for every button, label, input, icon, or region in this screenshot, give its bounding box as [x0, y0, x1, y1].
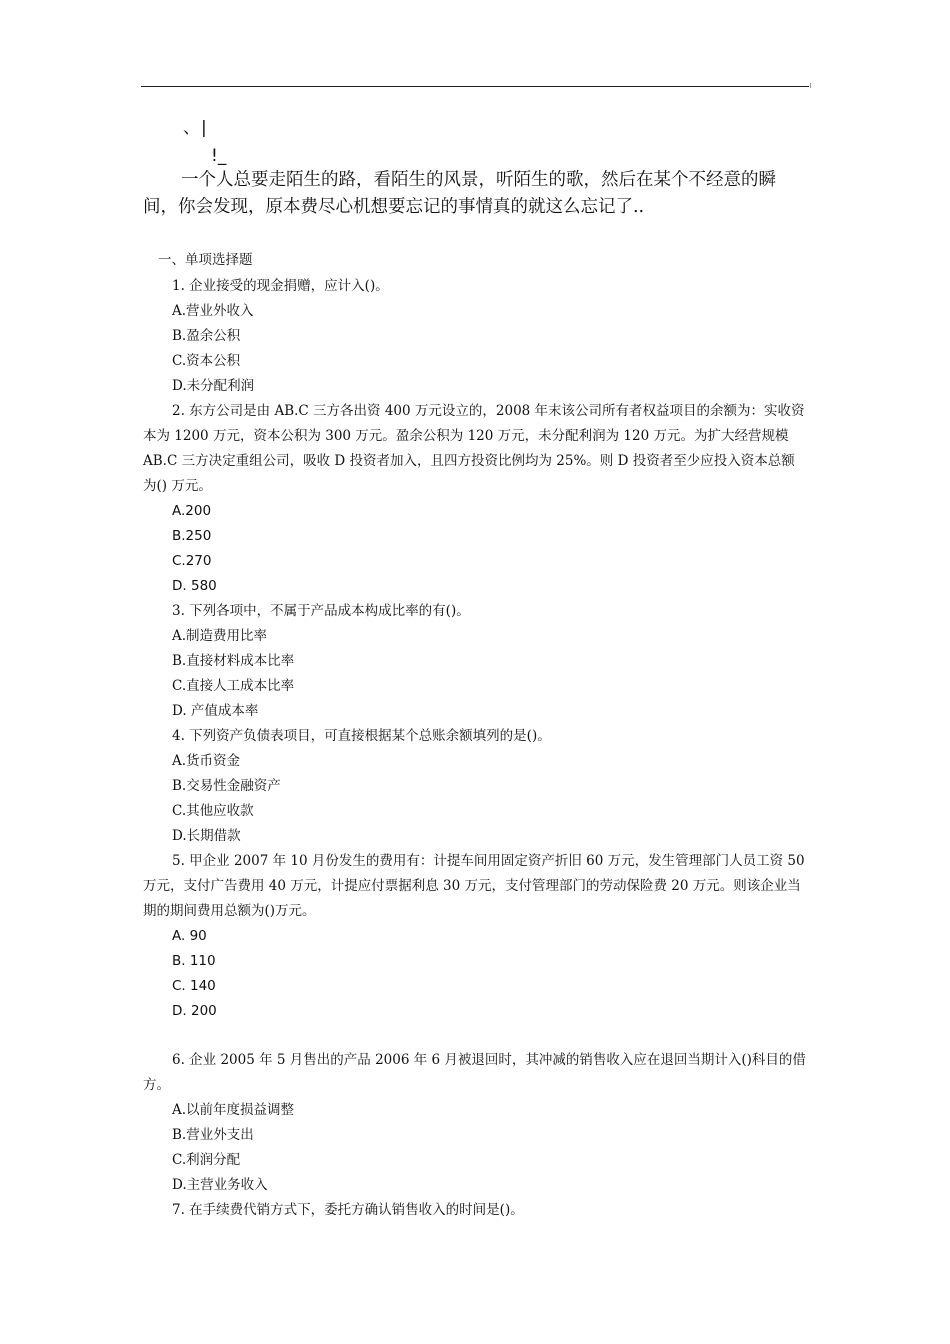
option-item: D. 580: [172, 578, 217, 594]
stray-bar-mark: |: [201, 118, 207, 138]
stray-exclamation-mark: !_: [211, 146, 227, 166]
option-item: D.主营业务收入: [172, 1177, 268, 1193]
question-text: 6. 企业 2005 年 5 月售出的产品 2006 年 6 月被退回时，其冲减的销售收入应在退回当期计入()科目的借方。: [143, 1052, 806, 1093]
option-item: D. 产值成本率: [172, 703, 259, 719]
option-list: [143, 924, 807, 1024]
question-text: 4. 下列资产负债表项目，可直接根据某个总账余额填列的是()。: [172, 728, 551, 744]
question-block: [143, 274, 807, 399]
question-text: 7. 在手续费代销方式下，委托方确认销售收入的时间是()。: [172, 1202, 524, 1218]
section-title: 一、单项选择题: [158, 252, 253, 268]
option-list: [143, 499, 807, 599]
question-block: [143, 599, 807, 724]
option-item: C.270: [172, 553, 212, 569]
option-item: A.货币资金: [172, 753, 241, 769]
option-item: C.直接人工成本比率: [172, 678, 295, 694]
option-item: B.直接材料成本比率: [172, 653, 295, 669]
option-item: D. 200: [172, 1003, 217, 1019]
question-text: 1. 企业接受的现金捐赠，应计入()。: [172, 278, 389, 294]
question-text: 3. 下列各项中，不属于产品成本构成比率的有()。: [172, 603, 470, 619]
option-item: B.盈余公积: [172, 328, 241, 344]
blank-line: [143, 1024, 807, 1048]
option-item: B.营业外支出: [172, 1127, 254, 1143]
question-text: 2. 东方公司是由 AB.C 三方各出资 400 万元设立的，2008 年末该公司所有者权益项目的余额为：实收资本为 1200 万元，资本公积为 300 万元。盈余公积为 120 万元，未分配利润为 120 万元。为扩大经营规模 AB.C 三方决定重组公司，吸收 D 投资者加入，且四方投资比例均为 25%。则 D 投资者至少应投入资本总额为() 万元。: [143, 403, 805, 494]
stray-comma-mark: 、: [183, 118, 200, 138]
option-list: [143, 749, 807, 849]
option-item: A.200: [172, 503, 212, 519]
option-item: B.250: [172, 528, 212, 544]
option-item: C.其他应收款: [172, 803, 254, 819]
option-item: A.制造费用比率: [172, 628, 268, 644]
question-block: [143, 1198, 807, 1223]
option-item: D.长期借款: [172, 828, 241, 844]
option-list: [143, 1098, 807, 1198]
option-item: D.未分配利润: [172, 378, 255, 394]
option-list: [143, 624, 807, 724]
question-block: [143, 724, 807, 849]
header-rule-tick: [810, 83, 811, 88]
option-item: A.以前年度损益调整: [172, 1102, 295, 1118]
option-item: B.交易性金融资产: [172, 778, 281, 794]
question-block: [143, 1048, 807, 1198]
question-section: [143, 250, 807, 1223]
question-text: 5. 甲企业 2007 年 10 月份发生的费用有：计提车间用固定资产折旧 60 万元，发生管理部门人员工资 50 万元，支付广告费用 40 万元，计提应付票据利息 30 万元，支付管理部门的劳动保险费 20 万元。则该企业当期的期间费用总额为()万元。: [143, 853, 805, 919]
option-item: C.资本公积: [172, 353, 241, 369]
option-item: C. 140: [172, 978, 216, 994]
intro-paragraph: 一个人总要走陌生的路，看陌生的风景，听陌生的歌，然后在某个不经意的瞬间，你会发现，原本费尽心机想要忘记的事情真的就这么忘记了..: [143, 170, 776, 217]
option-item: A. 90: [172, 928, 207, 944]
option-item: C.利润分配: [172, 1152, 241, 1168]
option-item: A.营业外收入: [172, 303, 254, 319]
option-list: [143, 299, 807, 399]
question-block: [143, 849, 807, 1024]
option-item: B. 110: [172, 953, 216, 969]
header-rule: [141, 86, 809, 87]
question-block: [143, 399, 807, 599]
